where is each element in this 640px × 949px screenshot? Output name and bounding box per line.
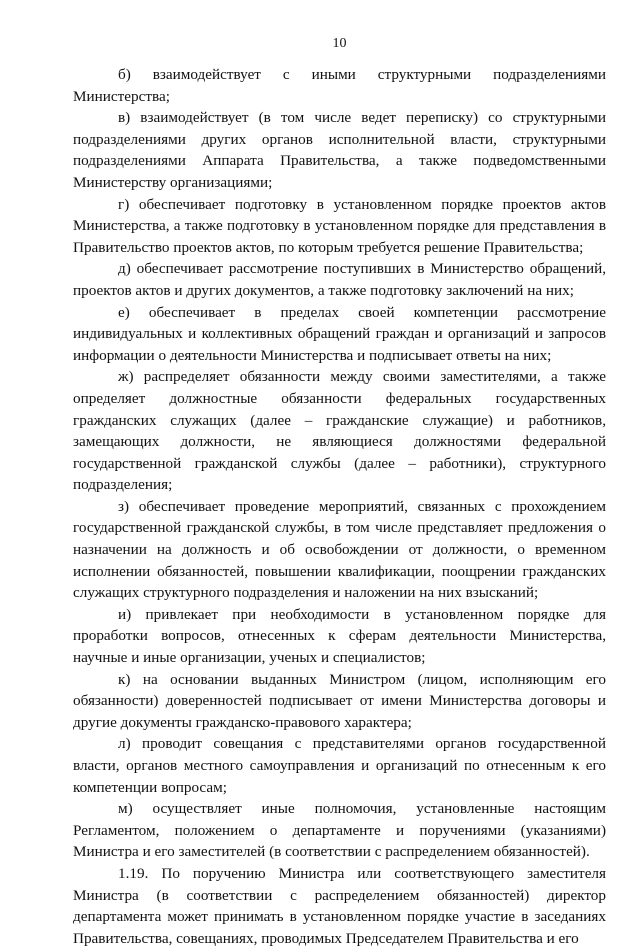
paragraph-d: д) обеспечивает рассмотрение поступивших в Министерство обращений, проектов актов и других документов, а также подготовку заключений на них; [73, 260, 606, 299]
paragraph-l: л) проводит совещания с представителями органов государственной власти, органов местного самоуправления и организаций по отнесенным к его компетенции вопросам; [73, 735, 606, 796]
paragraph-1-19: 1.19. По поручению Министра или соответствующего заместителя Министра (в соответствии с распределением обязанностей) директор департамента может принимать в установленном порядке участие в заседаниях Правительства, совещаниях, проводимых Председателем Правительства и его [73, 864, 606, 947]
paragraph-zh: ж) распределяет обязанности между своими заместителями, а также определяет должностные обязанности федеральных государственных гражданских служащих (далее – гражданские служащие) и работников, замещающих должности, не являющиеся должностями федеральной государственной гражданской службы (далее – работники), структурного подразделения; [73, 368, 606, 494]
paragraph-m: м) осуществляет иные полномочия, установленные настоящим Регламентом, положением о департаменте и поручениями (указаниями) Министра и его заместителей (в соответствии с распределением обязанностей). [73, 800, 606, 861]
paragraph-z: з) обеспечивает проведение мероприятий, связанных с прохождением государственной гражданской службы, в том числе представляет предложения о назначении на должность и об освобождении от должности, о временном исполнении обязанностей, повышении квалификации, поощрении гражданских служащих структурного подразделения и наложении на них взысканий; [73, 497, 606, 602]
paragraph-v: в) взаимодействует (в том числе ведет переписку) со структурными подразделениями других органов исполнительной власти, структурными подразделениями Аппарата Правительства, а также подведомственными Министерству организациями; [73, 109, 606, 191]
paragraph-b: б) взаимодействует с иными структурными подразделениями Министерства; [73, 66, 606, 105]
paragraph-i: и) привлекает при необходимости в установленном порядке для проработки вопросов, отнесенных к сферам деятельности Министерства, научные и иные организации, ученых и специалистов; [73, 605, 606, 667]
page-number: 10 [332, 36, 347, 51]
document-body [73, 64, 606, 949]
paragraph-k: к) на основании выданных Министром (лицом, исполняющим его обязанности) доверенностей подписывает от имени Министерства договоры и другие документы гражданско-правового характера; [73, 670, 606, 731]
paragraph-g: г) обеспечивает подготовку в установленном порядке проектов актов Министерства, а также подготовку в установленном порядке для представления в Правительство проектов актов, по которым требуется решение Правительства; [73, 195, 606, 256]
paragraph-e: е) обеспечивает в пределах своей компетенции рассмотрение индивидуальных и коллективных обращений граждан и организаций и запросов информации о деятельности Министерства и подписывает ответы на них; [73, 303, 606, 364]
